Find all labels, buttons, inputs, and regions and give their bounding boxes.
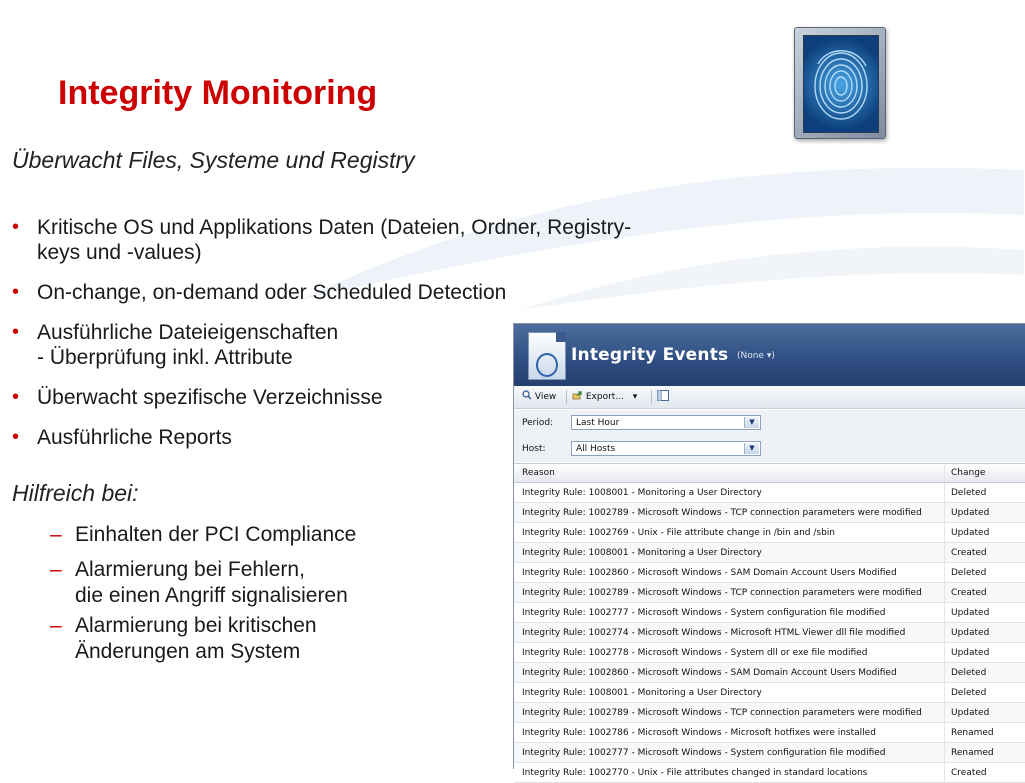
dash-marker: – (50, 614, 62, 637)
view-icon (522, 390, 532, 400)
reason-cell: Integrity Rule: 1002777 - Microsoft Windows - System configuration file modified (522, 608, 886, 618)
change-cell: Updated (951, 528, 990, 538)
table-row[interactable] (514, 623, 1025, 643)
column-divider (944, 703, 945, 722)
reason-cell: Integrity Rule: 1002786 - Microsoft Windows - Microsoft hotfixes were installed (522, 728, 876, 738)
use-case-bullet (50, 557, 470, 609)
column-divider (944, 543, 945, 562)
column-header-change[interactable]: Change (951, 468, 986, 478)
column-divider (944, 583, 945, 602)
view-label: View (534, 392, 557, 402)
reason-cell: Integrity Rule: 1002777 - Microsoft Windows - System configuration file modified (522, 748, 886, 758)
period-label: Period: (522, 418, 554, 428)
reason-cell: Integrity Rule: 1002860 - Microsoft Windows - SAM Domain Account Users Modified (522, 668, 897, 678)
column-divider (944, 663, 945, 682)
export-label: Export... (585, 392, 624, 402)
column-divider (944, 723, 945, 742)
host-label: Host: (522, 444, 546, 454)
period-select[interactable] (571, 415, 761, 430)
bullet-line-2: - Überprüfung inkl. Attribute (37, 346, 293, 369)
columns-icon (657, 390, 669, 401)
reason-cell: Integrity Rule: 1002789 - Microsoft Windows - TCP connection parameters were modified (522, 588, 922, 598)
table-row[interactable] (514, 563, 1025, 583)
table-row[interactable] (514, 503, 1025, 523)
table-row[interactable] (514, 543, 1025, 563)
host-select[interactable] (571, 441, 761, 456)
column-divider (944, 464, 945, 482)
column-divider (944, 763, 945, 782)
change-cell: Created (951, 548, 987, 558)
column-divider (944, 483, 945, 502)
reason-cell: Integrity Rule: 1002789 - Microsoft Windows - TCP connection parameters were modified (522, 508, 922, 518)
column-divider (944, 683, 945, 702)
period-filter (514, 410, 1025, 436)
table-header (514, 463, 1025, 483)
window-toolbar (514, 386, 1025, 409)
use-case-bullet (50, 613, 470, 665)
integrity-events-window (513, 323, 1025, 778)
dropdown-arrow-icon[interactable]: ▼ (744, 417, 759, 428)
events-table (514, 463, 1025, 783)
change-cell: Deleted (951, 568, 987, 578)
bullet-marker: • (12, 216, 20, 238)
change-cell: Deleted (951, 488, 987, 498)
change-cell: Created (951, 588, 987, 598)
use-case-line-2: Änderungen am System (75, 640, 301, 663)
bullet-line: Ausführliche Dateieigenschaften (37, 321, 339, 344)
window-title: Integrity Events (571, 345, 729, 365)
feature-bullet (12, 215, 802, 265)
export-dropdown-icon[interactable]: ▾ (632, 392, 638, 402)
view-button[interactable] (522, 390, 556, 404)
toolbar-separator (651, 390, 652, 404)
helpful-heading: Hilfreich bei: (12, 480, 139, 506)
feature-bullet (12, 280, 802, 305)
reason-cell: Integrity Rule: 1002789 - Microsoft Windows - TCP connection parameters were modified (522, 708, 922, 718)
window-header (514, 324, 1025, 386)
table-row[interactable] (514, 683, 1025, 703)
use-case-bullet (50, 522, 470, 548)
fingerprint-graphic (804, 36, 878, 132)
change-cell: Updated (951, 708, 990, 718)
bullet-line: On-change, on-demand oder Scheduled Detection (37, 281, 507, 304)
reason-cell: Integrity Rule: 1002770 - Unix - File attributes changed in standard locations (522, 768, 868, 778)
table-row[interactable] (514, 763, 1025, 783)
column-header-reason[interactable]: Reason (522, 468, 555, 478)
host-value: All Hosts (576, 444, 616, 454)
fingerprint-icon (794, 27, 886, 139)
change-cell: Updated (951, 648, 990, 658)
period-value: Last Hour (576, 418, 620, 428)
dash-marker: – (50, 558, 62, 581)
table-row[interactable] (514, 663, 1025, 683)
columns-button[interactable] (657, 390, 669, 404)
reason-cell: Integrity Rule: 1002778 - Microsoft Windows - System dll or exe file modified (522, 648, 868, 658)
host-filter (514, 436, 1025, 462)
table-row[interactable] (514, 723, 1025, 743)
use-case-line: Einhalten der PCI Compliance (75, 523, 357, 546)
document-icon (528, 332, 566, 380)
column-divider (944, 743, 945, 762)
toolbar-separator (566, 390, 567, 404)
reason-cell: Integrity Rule: 1002774 - Microsoft Windows - Microsoft HTML Viewer dll file modified (522, 628, 906, 638)
table-row[interactable] (514, 583, 1025, 603)
reason-cell: Integrity Rule: 1002860 - Microsoft Windows - SAM Domain Account Users Modified (522, 568, 897, 578)
column-divider (944, 503, 945, 522)
bullet-marker: • (12, 426, 20, 448)
change-cell: Deleted (951, 688, 987, 698)
reason-cell: Integrity Rule: 1008001 - Monitoring a User Directory (522, 688, 762, 698)
bullet-line-2: keys und -values) (37, 241, 202, 264)
column-divider (944, 623, 945, 642)
slide-subtitle: Überwacht Files, Systeme und Registry (12, 147, 415, 173)
reason-cell: Integrity Rule: 1008001 - Monitoring a User Directory (522, 488, 762, 498)
filter-badge[interactable]: (None ▾) (737, 351, 775, 361)
column-divider (944, 643, 945, 662)
export-button[interactable] (572, 390, 637, 404)
table-row[interactable] (514, 743, 1025, 763)
table-row[interactable] (514, 603, 1025, 623)
dash-marker: – (50, 523, 62, 546)
reason-cell: Integrity Rule: 1002769 - Unix - File attribute change in /bin and /sbin (522, 528, 836, 538)
change-cell: Renamed (951, 728, 994, 738)
change-cell: Updated (951, 608, 990, 618)
bullet-marker: • (12, 281, 20, 303)
bullet-line: Kritische OS und Applikations Daten (Dateien, Ordner, Registry- (37, 216, 632, 239)
export-icon (572, 390, 583, 400)
table-row[interactable] (514, 643, 1025, 663)
bullet-marker: • (12, 386, 20, 408)
bullet-marker: • (12, 321, 20, 343)
bullet-line: Überwacht spezifische Verzeichnisse (37, 386, 383, 409)
change-cell: Renamed (951, 748, 994, 758)
use-case-line: Alarmierung bei kritischen (75, 614, 317, 637)
column-divider (944, 563, 945, 582)
dropdown-arrow-icon[interactable]: ▼ (744, 443, 759, 454)
bullet-line: Ausführliche Reports (37, 426, 232, 449)
table-row[interactable] (514, 523, 1025, 543)
column-divider (944, 523, 945, 542)
fingerprint-panel (803, 35, 879, 133)
change-cell: Deleted (951, 668, 987, 678)
use-case-line-2: die einen Angriff signalisieren (75, 584, 348, 607)
slide-title: Integrity Monitoring (58, 74, 378, 112)
use-case-list (50, 522, 470, 674)
table-body (514, 483, 1025, 783)
table-row[interactable] (514, 703, 1025, 723)
use-case-line: Alarmierung bei Fehlern, (75, 558, 305, 581)
reason-cell: Integrity Rule: 1008001 - Monitoring a User Directory (522, 548, 762, 558)
table-row[interactable] (514, 483, 1025, 503)
column-divider (944, 603, 945, 622)
change-cell: Updated (951, 628, 990, 638)
change-cell: Created (951, 768, 987, 778)
change-cell: Updated (951, 508, 990, 518)
